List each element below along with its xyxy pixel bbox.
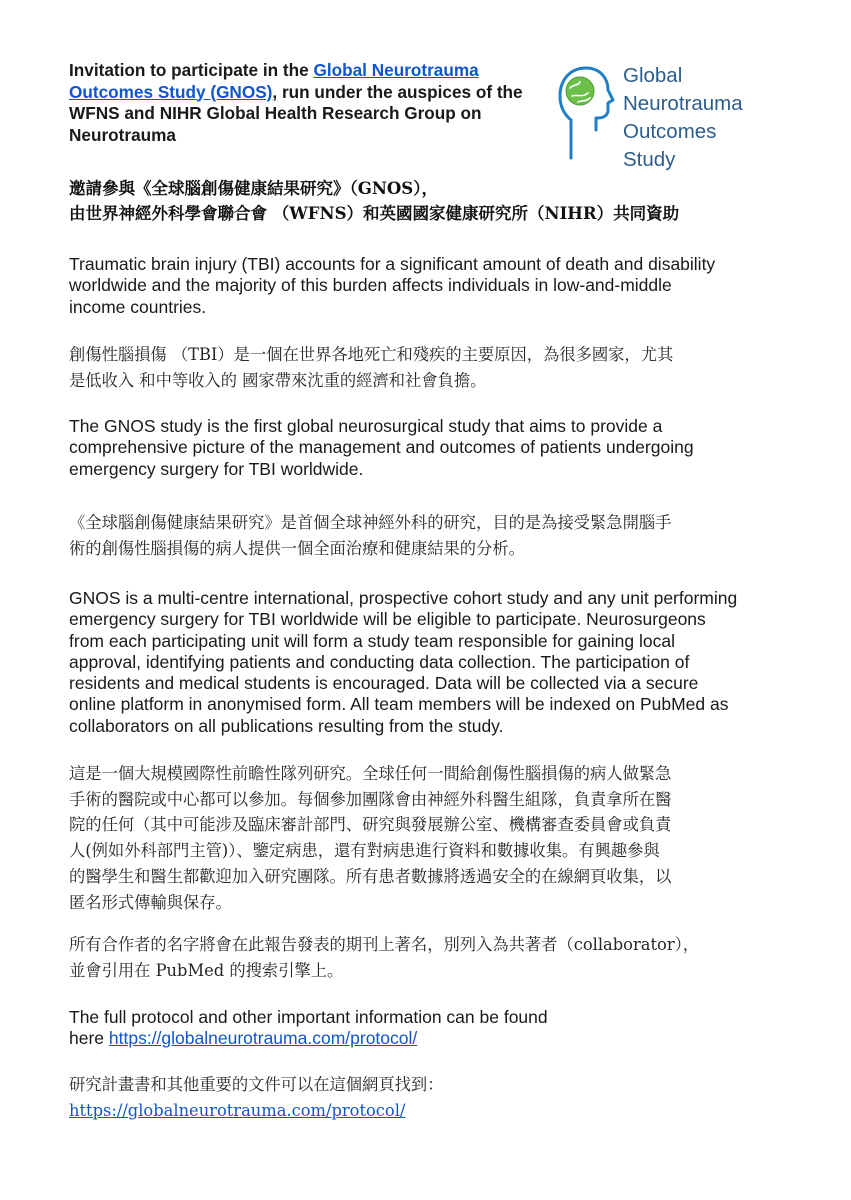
paragraph-line: The GNOS study is the first global neurosurgical study that aims to provide a (69, 416, 663, 436)
zh-paragraph-line: 手術的醫院或中心都可以參加。每個參加團隊會由神經外科醫生組隊，負責拿所在醫 (69, 789, 672, 809)
zh-title-line-2: 由世界神經外科學會聯合會 （WFNS）和英國國家健康研究所（NIHR）共同資助 (69, 204, 680, 223)
gnos-link[interactable]: Global Neurotrauma Outcomes Study (GNOS) (69, 60, 479, 102)
zh-paragraph-collaborators (69, 932, 789, 983)
logo-text (623, 62, 743, 174)
protocol-link[interactable]: https://globalneurotrauma.com/protocol/ (108, 1028, 418, 1049)
paragraph-line: The full protocol and other important information can be found (69, 1007, 548, 1027)
zh-title (69, 176, 789, 226)
paragraph-tbi-burden (69, 254, 787, 318)
paragraph-study-design (69, 588, 787, 737)
zh-paragraph-line: 的醫學生和醫生都歡迎加入研究團隊。所有患者數據將透過安全的在線網頁收集，以 (69, 866, 672, 886)
zh-paragraph-line: 院的任何（其中可能涉及臨床審計部門、研究與發展辦公室、機構審查委員會或負責 (69, 815, 672, 835)
zh-paragraph-line (69, 1098, 789, 1124)
zh-paragraph-line: 這是一個大規模國際性前瞻性隊列研究。全球任何一間給創傷性腦損傷的病人做緊急 (69, 764, 672, 783)
zh-title-line-1: 邀請參與《全球腦創傷健康結果研究》（GNOS）， (69, 179, 438, 198)
zh-paragraph-line: 研究計畫書和其他重要的文件可以在這個網頁找到： (69, 1075, 444, 1094)
protocol-prefix: here (69, 1028, 109, 1049)
zh-paragraph-line: 所有合作者的名字將會在此報告發表的期刊上著名，別列入為共著者（collaborator）， (69, 935, 700, 954)
gnos-logo (556, 60, 776, 175)
zh-paragraph-tbi-burden (69, 342, 789, 393)
paragraph-line (69, 1028, 787, 1049)
logo-line-1: Global (623, 64, 683, 87)
zh-paragraph-line: 術的創傷性腦損傷的病人提供一個全面治療和健康結果的分析。 (69, 538, 525, 558)
zh-paragraph-line: 創傷性腦損傷 （TBI）是一個在世界各地死亡和殘疾的主要原因，為很多國家，尤其 (69, 345, 674, 364)
logo-line-2: Neurotrauma (623, 92, 743, 115)
zh-protocol-link[interactable]: https://globalneurotrauma.com/protocol/ (69, 1100, 406, 1120)
paragraph-line: residents and medical students is encouraged. Data will be collected via a secure (69, 673, 699, 694)
zh-paragraph-gnos-aim (69, 510, 789, 561)
paragraph-line: emergency surgery for TBI worldwide. (69, 458, 364, 479)
paragraph-line: collaborators on all publications resulting from the study. (69, 715, 504, 736)
zh-paragraph-line: 人(例如外科部門主管)）、鑒定病患，還有對病患進行資料和數據收集。有興趣參與 (69, 841, 660, 861)
head-brain-icon (556, 60, 618, 172)
header-title-suffix: , run under the auspices of the WFNS and NIHR Global Health Research Group on Neurotrauma (69, 81, 523, 145)
paragraph-line: Traumatic brain injury (TBI) accounts for a significant amount of death and disability (69, 254, 716, 274)
logo-line-3: Outcomes (623, 120, 717, 143)
paragraph-protocol (69, 1007, 787, 1050)
paragraph-gnos-aim (69, 416, 787, 480)
zh-paragraph-line: 《全球腦創傷健康結果研究》是首個全球神經外科的研究，目的是為接受緊急開腦手 (69, 513, 672, 532)
header-title (69, 60, 539, 146)
paragraph-line: emergency surgery for TBI worldwide will be eligible to participate. Neurosurgeons (69, 609, 706, 630)
paragraph-line: online platform in anonymised form. All team members will be indexed on PubMed as (69, 694, 729, 715)
zh-paragraph-protocol (69, 1072, 789, 1123)
zh-paragraph-line: 是低收入 和中等收入的 國家帶來沈重的經濟和社會負擔。 (69, 370, 487, 390)
zh-paragraph-line: 匿名形式傳輸與保存。 (69, 892, 232, 912)
paragraph-line: comprehensive picture of the management and outcomes of patients undergoing (69, 437, 694, 458)
zh-paragraph-line: 並會引用在 PubMed 的搜索引擎上。 (69, 960, 344, 980)
paragraph-line: approval, identifying patients and conducting data collection. The participation of (69, 651, 690, 672)
paragraph-line: worldwide and the majority of this burden affects individuals in low-and-middle (69, 275, 672, 296)
paragraph-line: income countries. (69, 296, 207, 317)
zh-paragraph-study-design (69, 761, 789, 915)
header-title-prefix: Invitation to participate in the (69, 60, 314, 80)
logo-line-4: Study (623, 148, 676, 171)
paragraph-line: GNOS is a multi-centre international, prospective cohort study and any unit performing (69, 588, 738, 608)
paragraph-line: from each participating unit will form a study team responsible for gaining local (69, 630, 675, 651)
